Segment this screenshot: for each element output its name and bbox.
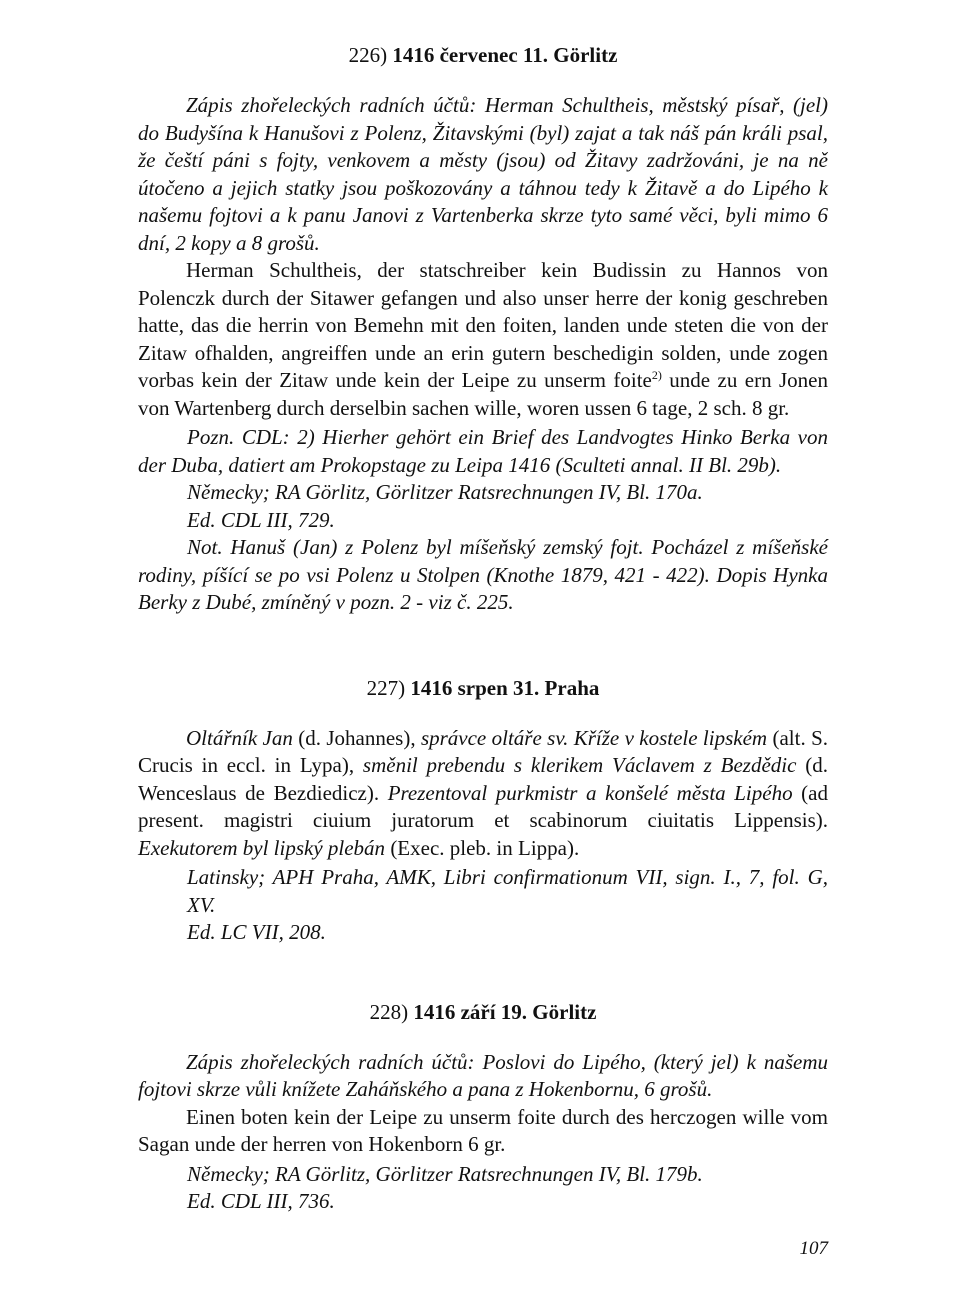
latin-part: (ad present. magistri ciuium juratorum et scabinorum ciuitatis Lippensis). [138, 780, 828, 832]
czech-summary: Zápis zhořeleckých radních účtů: Poslovi do Lipého, (který jel) k našemu fojtovi skrze vůli knížete Zaháňského a pana z Hokenbornu, 6 grošů. [138, 1049, 828, 1101]
note-edition: Ed. CDL III, 729. [187, 507, 335, 532]
entry-date: 1416 červenec 11. Görlitz [392, 43, 618, 67]
entry-number: 226) [348, 43, 388, 67]
notes [138, 424, 828, 617]
entry-228 [138, 997, 828, 1216]
page-number: 107 [799, 1238, 828, 1259]
notes [138, 864, 828, 947]
entry-number: 228) [369, 999, 409, 1024]
entry-number: 227) [366, 675, 406, 700]
german-text-part: Herman Schultheis, der statschreiber kein Budissin zu Hannos von Polenczk durch der Sitawer gefangen und also unser herre der konig geschreben hatte, das die herrin von Bemehn mit den foiten, landen unde steten die von der Zitaw ofhalden, angreiffen unde an erin gutern beschedigin solden, unde zogen vorbas kein der Zitaw unde kein der Leipe zu unserm foite [138, 258, 828, 392]
czech-part: Oltářník Jan [186, 725, 293, 750]
note-edition: Ed. CDL III, 736. [187, 1189, 335, 1213]
note-source: Německy; RA Görlitz, Görlitzer Ratsrechnungen IV, Bl. 170a. [187, 480, 703, 504]
czech-summary: Zápis zhořeleckých radních účtů: Herman Schultheis, městský písař, (jel) do Budyšína k Hanušovi z Polenz, Žitavskými (byl) zajat a tak náš pán králi psal, že čeští páni s fojty, venkovem a městy (jsou) od Žitavy zadržováni, je na ně útočeno a jejich statky jsou poškozovány a táhnou tedy k Žitavě a do Lipého k našemu fojtovi a k panu Janovi z Vartenberka skrze tyto samé věci, byli mimo 6 dní, 2 kopy a 8 grošů. [138, 93, 828, 255]
latin-part: (d. Wenceslaus de Bezdiedicz). [138, 753, 829, 805]
document-page [138, 40, 828, 1216]
notes [138, 1161, 828, 1216]
czech-part: směnil prebendu s klerikem Václavem z Bezdědic [362, 753, 797, 777]
latin-part: (alt. S. Crucis in eccl. in Lypa), [138, 725, 828, 777]
entry-226 [138, 40, 828, 617]
entry-heading [138, 673, 828, 703]
regest-text [138, 725, 828, 863]
note-source: Německy; RA Görlitz, Görlitzer Ratsrechnungen IV, Bl. 179b. [187, 1161, 703, 1186]
entry-heading [138, 997, 828, 1027]
german-text-part: unde zu ern Jonen von Wartenberg durch derselbin sachen wille, woren ussen 6 tage, 2 sch. 8 gr. [138, 368, 828, 420]
czech-part: správce oltáře sv. Kříže v kostele lipském [420, 725, 768, 750]
note-edition: Ed. LC VII, 208. [187, 920, 326, 944]
czech-part: Exekutorem byl lipský plebán [138, 835, 386, 860]
entry-227 [138, 673, 828, 947]
entry-heading [138, 40, 828, 70]
note-pozn: Pozn. CDL: 2) Hierher gehört ein Brief des Landvogtes Hinko Berka von der Duba, datiert am Prokopstage zu Leipa 1416 (Sculteti annal. II Bl. 29b). [138, 425, 828, 477]
note-source: Latinsky; APH Praha, AMK, Libri confirmationum VII, sign. I., 7, fol. G, XV. [187, 865, 828, 917]
german-text [138, 257, 828, 422]
latin-part: (d. Johannes), [292, 725, 421, 750]
entry-date: 1416 srpen 31. Praha [410, 675, 600, 700]
entry-date: 1416 září 19. Görlitz [413, 999, 597, 1024]
note-not: Not. Hanuš (Jan) z Polenz byl míšeňský zemský fojt. Pocházel z míšeňské rodiny, píšící se po vsi Polenz u Stolpen (Knothe 1879, 421 - 422). Dopis Hynka Berky z Dubé, zmíněný v pozn. 2 - viz č. 225. [138, 535, 828, 614]
latin-part: (Exec. pleb. in Lippa). [385, 835, 580, 860]
footnote-ref: 2) [651, 368, 662, 382]
german-text: Einen boten kein der Leipe zu unserm foite durch des herczogen wille vom Sagan unde der herren von Hokenborn 6 gr. [138, 1104, 828, 1156]
czech-part: Prezentoval purkmistr a konšelé města Lipého [387, 780, 793, 805]
